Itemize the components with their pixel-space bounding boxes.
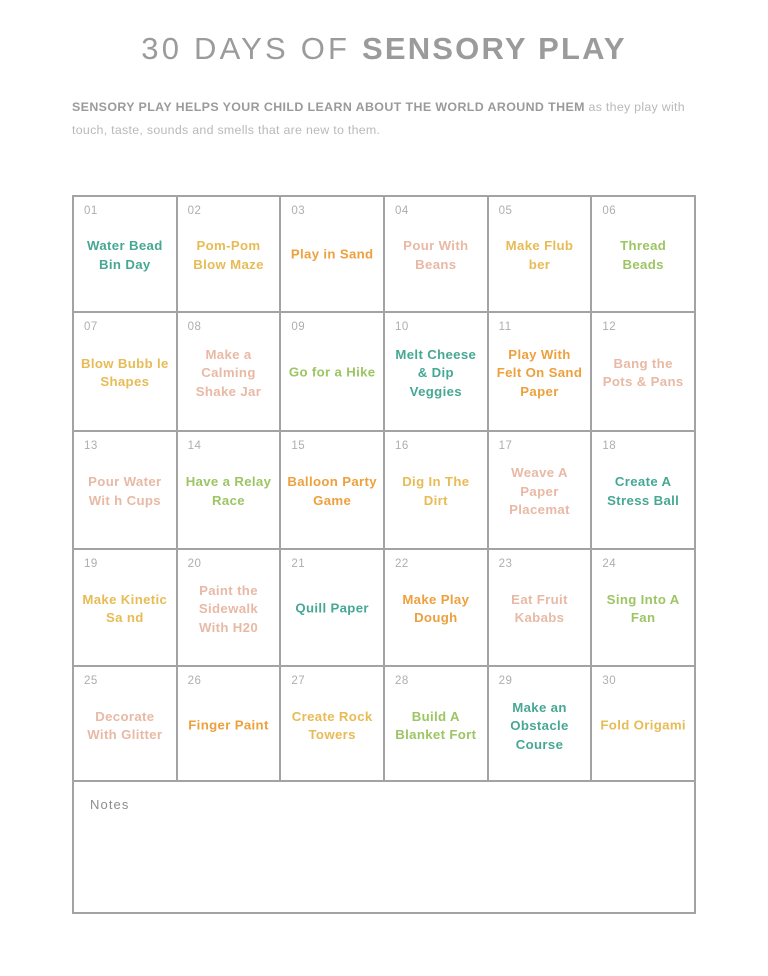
calendar-day-activity: Create A Stress Ball xyxy=(607,473,680,508)
calendar-day-number: 30 xyxy=(602,675,617,687)
calendar-grid-wrapper xyxy=(72,195,696,784)
calendar-day-number: 08 xyxy=(187,321,202,333)
calendar-day-number: 26 xyxy=(187,675,202,687)
calendar-day-number: 27 xyxy=(291,675,306,687)
calendar-day-cell[interactable] xyxy=(74,432,178,550)
calendar-day-number: 15 xyxy=(291,440,306,452)
calendar-day-cell[interactable] xyxy=(74,550,178,667)
calendar-day-cell[interactable] xyxy=(489,550,593,667)
calendar-day-activity: Melt Cheese & Dip Veggies xyxy=(395,346,477,400)
calendar-day-number: 24 xyxy=(602,558,617,570)
calendar-day-cell[interactable] xyxy=(178,667,282,784)
calendar-day-activity: Make a Calming Shake Jar xyxy=(195,346,262,400)
page-subtitle xyxy=(72,96,696,142)
calendar-day-cell[interactable] xyxy=(385,667,489,784)
calendar-day-activity: Make an Obstacle Course xyxy=(510,699,569,753)
calendar-day-number: 04 xyxy=(394,205,409,217)
calendar-day-number: 17 xyxy=(498,440,513,452)
calendar-day-cell[interactable] xyxy=(385,313,489,432)
calendar-day-number: 13 xyxy=(84,440,98,452)
calendar-day-number: 25 xyxy=(84,675,98,687)
calendar-day-number: 19 xyxy=(84,558,98,570)
calendar-day-number: 09 xyxy=(291,321,306,333)
calendar-day-cell[interactable] xyxy=(178,313,282,432)
calendar-day-number: 10 xyxy=(394,321,409,333)
calendar-day-activity: Play With Felt On Sand Paper xyxy=(496,346,583,400)
calendar-day-cell[interactable] xyxy=(385,432,489,550)
calendar-day-activity: Build A Blanket Fort xyxy=(395,708,477,742)
calendar-day-cell[interactable] xyxy=(281,667,385,784)
calendar-day-cell[interactable] xyxy=(592,197,696,313)
page-title-plain: 30 DAYS OF xyxy=(141,31,362,66)
calendar-day-activity: Blow Bubb le Shapes xyxy=(80,355,169,389)
calendar-day-activity: Paint the Sidewalk With H20 xyxy=(198,582,259,636)
calendar-day-cell[interactable] xyxy=(281,432,385,550)
calendar-day-cell[interactable] xyxy=(592,313,696,432)
calendar-day-activity: Weave A Paper Placemat xyxy=(509,465,570,518)
calendar-day-number: 03 xyxy=(291,205,306,217)
calendar-day-activity: Water Bead Bin Day xyxy=(87,237,163,272)
page-title-accent: SENSORY PLAY xyxy=(361,31,627,66)
calendar-day-cell[interactable] xyxy=(489,667,593,784)
calendar-day-cell[interactable] xyxy=(592,667,696,784)
notes-label: Notes xyxy=(90,797,130,812)
notes-box[interactable] xyxy=(72,780,696,914)
calendar-day-number: 23 xyxy=(498,558,513,570)
calendar-day-activity: Eat Fruit Kababs xyxy=(511,591,568,625)
calendar-day-number: 29 xyxy=(498,675,513,687)
calendar-day-number: 14 xyxy=(187,440,202,452)
calendar-day-number: 16 xyxy=(394,440,409,452)
calendar-day-activity: Play in Sand xyxy=(290,246,374,262)
calendar-day-cell[interactable] xyxy=(385,550,489,667)
calendar-day-activity: Finger Paint xyxy=(188,716,269,732)
calendar-day-activity: Pour Water Wit h Cups xyxy=(88,473,162,508)
calendar-day-cell[interactable] xyxy=(281,313,385,432)
calendar-day-activity: Dig In The Dirt xyxy=(402,473,470,508)
calendar-day-number: 02 xyxy=(187,205,202,217)
calendar-day-cell[interactable] xyxy=(385,197,489,313)
calendar-day-activity: Create Rock Towers xyxy=(291,708,373,742)
calendar-day-number: 06 xyxy=(602,205,617,217)
calendar-day-number: 18 xyxy=(602,440,617,452)
calendar-day-cell[interactable] xyxy=(74,667,178,784)
calendar-day-activity: Decorate With Glitter xyxy=(87,708,163,742)
page-subtitle-rest: as they play with touch, taste, sounds and smells that are new to them. xyxy=(72,100,685,138)
calendar-day-number: 11 xyxy=(498,321,512,333)
calendar-day-activity: Balloon Party Game xyxy=(287,473,377,508)
calendar-day-number: 22 xyxy=(394,558,409,570)
calendar-day-activity: Have a Relay Race xyxy=(185,473,272,508)
calendar-day-cell[interactable] xyxy=(489,313,593,432)
calendar-day-cell[interactable] xyxy=(178,432,282,550)
calendar-day-activity: Thread Beads xyxy=(620,237,667,272)
calendar-day-cell[interactable] xyxy=(592,432,696,550)
calendar-day-cell[interactable] xyxy=(74,197,178,313)
page-subtitle-lead: SENSORY PLAY HELPS YOUR CHILD LEARN ABOUT THE WORLD AROUND THEM xyxy=(72,100,585,115)
calendar-day-activity: Pour With Beans xyxy=(403,237,469,272)
printable-activity-calendar xyxy=(0,32,768,976)
calendar-day-cell[interactable] xyxy=(489,197,593,313)
calendar-day-cell[interactable] xyxy=(74,313,178,432)
calendar-day-cell[interactable] xyxy=(178,550,282,667)
calendar-day-activity: Bang the Pots & Pans xyxy=(602,355,684,389)
calendar-day-number: 07 xyxy=(84,321,98,333)
calendar-day-activity: Sing Into A Fan xyxy=(606,591,680,625)
calendar-day-activity: Fold Origami xyxy=(600,716,686,732)
calendar-day-activity: Make Kinetic Sa nd xyxy=(82,591,168,625)
calendar-day-activity: Go for a Hike xyxy=(288,363,376,379)
calendar-day-cell[interactable] xyxy=(281,197,385,313)
calendar-day-number: 21 xyxy=(291,558,306,570)
calendar-day-cell[interactable] xyxy=(178,197,282,313)
calendar-day-activity: Make Play Dough xyxy=(402,591,470,625)
page-title xyxy=(0,32,768,66)
calendar-day-cell[interactable] xyxy=(592,550,696,667)
calendar-day-activity: Pom-Pom Blow Maze xyxy=(193,237,264,272)
calendar-day-number: 01 xyxy=(84,205,98,217)
calendar-day-number: 28 xyxy=(394,675,409,687)
calendar-day-number: 20 xyxy=(187,558,202,570)
calendar-day-number: 05 xyxy=(498,205,513,217)
calendar-day-cell[interactable] xyxy=(489,432,593,550)
calendar-day-number: 12 xyxy=(602,321,617,333)
calendar-day-activity: Make Flub ber xyxy=(505,237,574,272)
calendar-day-activity: Quill Paper xyxy=(295,599,369,615)
calendar-day-cell[interactable] xyxy=(281,550,385,667)
calendar-grid xyxy=(72,195,696,784)
